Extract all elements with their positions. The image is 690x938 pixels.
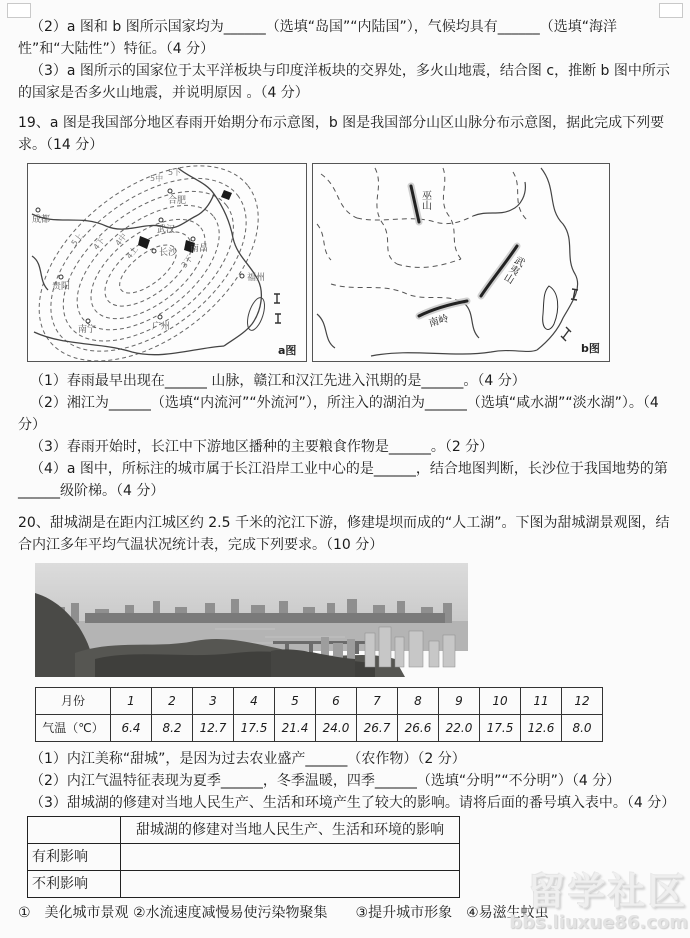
isoline-label-4shang: 4上: [124, 244, 140, 261]
tiancheng-lake-photo: [35, 563, 468, 677]
temperature-table: [35, 687, 603, 742]
q20-sub-1: （1）内江美称“甜城”，是因为过去农业盛产______（农作物）（2 分）: [30, 751, 466, 767]
isoline-label-4zhong: 4中: [113, 231, 129, 248]
mountain-label-nanling: 南岭: [427, 313, 450, 330]
q19-maps-row: [27, 163, 690, 362]
map-b-label: b图: [581, 342, 600, 355]
question-3-text: （3）a 图所示的国家位于太平洋板块与印度洋板块的交界处，多火山地震，结合图 c，推断 b 图中所示的国家是否多火山地震，并说明原因 。（4 分）: [18, 63, 670, 101]
q19-sub-2: （2）湘江为______（选填“内流河”“外流河”），所注入的湖泊为______（选填“咸水湖”“淡水湖”）。（4 分）: [18, 395, 659, 433]
impact-header-row: [28, 817, 460, 844]
favorable-label: 有利影响: [28, 844, 121, 871]
q19-sub-3: （3）春雨开始时，长江中下游地区播种的主要粮食作物是______。（2 分）: [30, 439, 494, 455]
isoline-label-3xia: 3下: [179, 253, 195, 270]
unfavorable-answer-cell[interactable]: [121, 871, 460, 898]
city-label-wuhan: 武汉: [157, 225, 176, 235]
isoline-label-5xia: 5下: [168, 168, 182, 177]
months-header: 月份: [36, 688, 111, 715]
isoline-label-5zhong: 5中: [150, 174, 164, 183]
isoline-label-5shang: 5上: [69, 231, 85, 248]
city-label-chengdu: 成都: [32, 215, 51, 225]
question-20-intro: 20、甜城湖是在距内江城区约 2.5 千米的沱江下游，修建堤坝而成的“人工湖”。下图为甜城湖景观图，结合内江多年平均气温状况统计表，完成下列要求。（10 分）: [18, 515, 670, 553]
q19-sub-4: （4）a 图中，所标注的城市属于长江沿岸工业中心的是______，结合地图判断，长沙位于我国地势的第______级阶梯。（4 分）: [18, 461, 668, 499]
city-label-nanning: 南宁: [78, 325, 97, 335]
q20-sub-3: （3）甜城湖的修建对当地人民生产、生活和环境产生了较大的影响。请将后面的番号填入表中。（4 分）: [30, 795, 676, 811]
taiwan-outline: [543, 286, 558, 329]
q20-sub-2: （2）内江气温特征表现为夏季______，冬季温暖，四季______（选填“分明”“不分明”）（4 分）: [30, 773, 621, 789]
islet-marks: [561, 289, 578, 341]
mountain-label-wuyishan: 武夷山: [500, 253, 526, 285]
city-label-nanchang: 南昌: [190, 244, 209, 254]
impact-row-favorable: [28, 844, 460, 871]
q19-sub-1: （1）春雨最早出现在______ 山脉，赣江和汉江先进入汛期的是______。（4 分）: [30, 373, 526, 389]
watermark-title: 留学社区: [528, 870, 688, 913]
corner-mark-left: [7, 3, 31, 18]
q20-subquestions: [0, 748, 690, 814]
unfavorable-label: 不利影响: [28, 871, 121, 898]
table-row-temps: 气温（℃） 6.4 8.2 12.7 17.5 21.4 24.0 26.7 26.6 22.0 17.5 12.6 8.0: [36, 715, 603, 742]
question-19-intro: 19、a 图是我国部分地区春雨开始期分布示意图，b 图是我国部分山区山脉分布示意图，据此完成下列要求。（14 分）: [18, 115, 665, 153]
isoline-label-4xia: 4下: [91, 235, 107, 252]
mountain-label-wushan: 巫山: [419, 190, 431, 210]
impact-table: [27, 816, 460, 898]
impact-row-unfavorable: [28, 871, 460, 898]
city-label-guiyang: 贵阳: [52, 282, 71, 292]
city-label-fuzhou: 福州: [247, 273, 266, 283]
impact-header: 甜城湖的修建对当地人民生产、生活和环境的影响: [121, 817, 460, 844]
city-label-hefei: 合肥: [168, 196, 187, 206]
map-b-mountains: [312, 163, 610, 362]
q19-subquestions: [0, 370, 690, 502]
watermark-url: bbs.liuxue86.com: [509, 912, 688, 933]
map-a-label: a图: [278, 344, 297, 357]
impact-empty-cell: [28, 817, 121, 844]
temps-header: 气温（℃）: [36, 715, 111, 742]
city-label-changsha: 长沙: [159, 248, 178, 258]
city-label-guangzhou: 广州: [152, 322, 171, 332]
islet-marks: [274, 294, 281, 323]
map-a-spring-rain: [27, 163, 307, 362]
numbered-options-line: ① 美化城市景观 ②水流速度减慢易使污染物聚集 ③提升城市形象 ④易滋生蚊虫: [18, 905, 549, 921]
table-row-months: 月份 1 2 3 4 5 6 7 8 9 10 11 12: [36, 688, 603, 715]
question-2-text: （2）a 图和 b 图所示国家均为______（选填“岛国”“内陆国”），气候均具有______（选填“海洋性”和“大陆性”）特征。（4 分）: [18, 19, 617, 57]
favorable-answer-cell[interactable]: [121, 844, 460, 871]
corner-mark-right: [659, 3, 683, 18]
taiwan-outline: [244, 296, 268, 333]
